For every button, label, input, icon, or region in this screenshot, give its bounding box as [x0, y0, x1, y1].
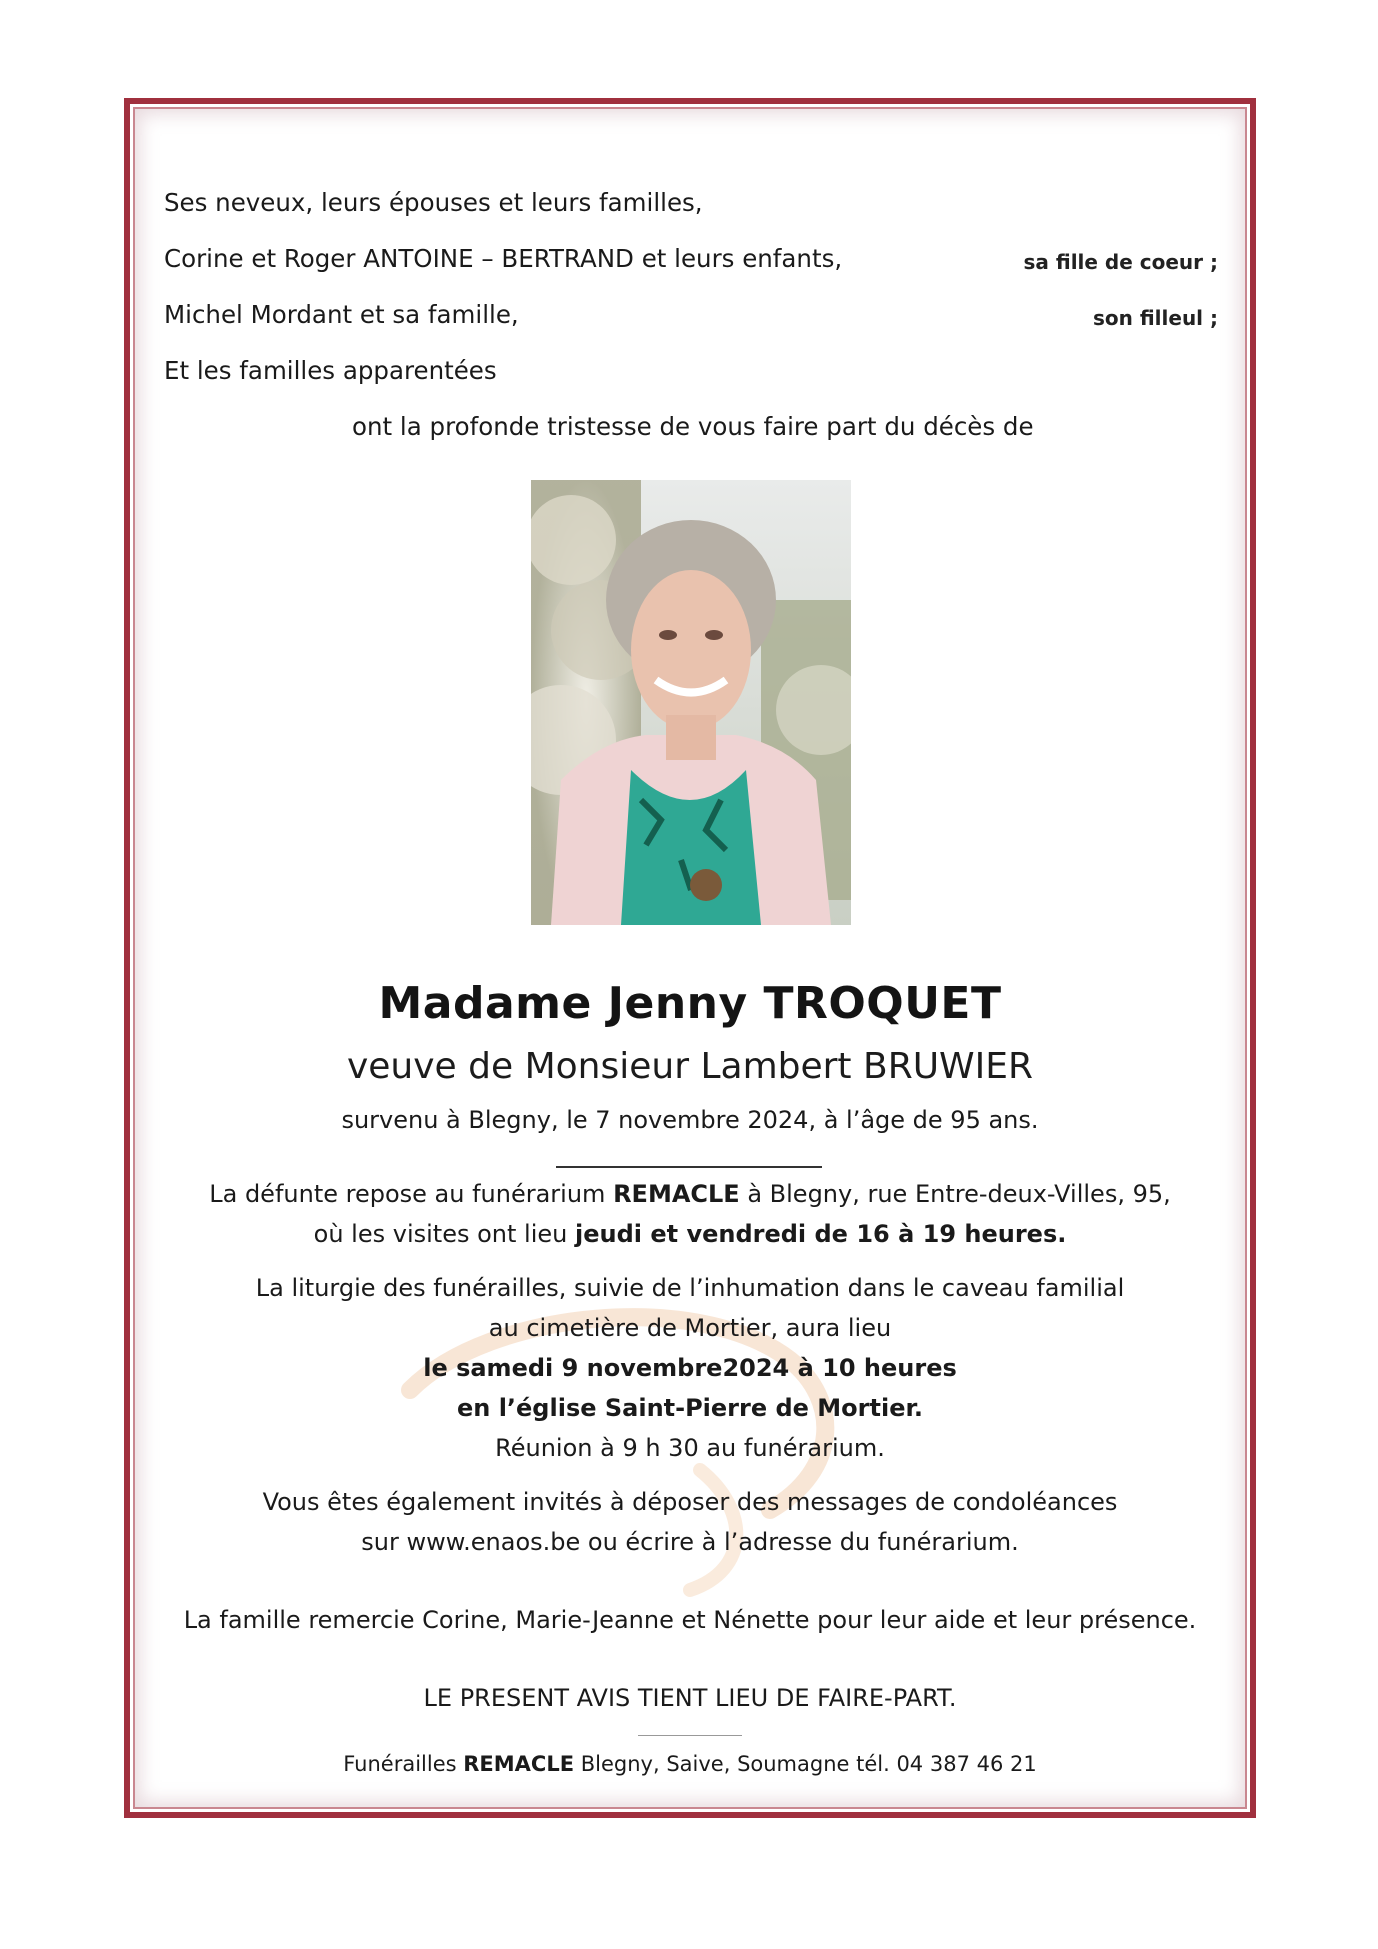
- intro-line-nephews: Ses neveux, leurs épouses et leurs familles,: [164, 188, 703, 217]
- deceased-name: Madame Jenny TROQUET: [378, 978, 1002, 1029]
- portrait-photo: [531, 480, 851, 925]
- intro-relation-filleul: son filleul ;: [1093, 306, 1218, 330]
- funeral-meeting: Réunion à 9 h 30 au funérarium.: [495, 1434, 885, 1462]
- death-details: survenu à Blegny, le 7 novembre 2024, à l’âge de 95 ans.: [341, 1106, 1039, 1134]
- funeral-home-name: REMACLE: [613, 1180, 740, 1208]
- footer-funeral-home: REMACLE: [463, 1752, 575, 1776]
- footer-rule: [638, 1735, 742, 1736]
- notice-line: LE PRESENT AVIS TIENT LIEU DE FAIRE-PART.: [423, 1684, 957, 1712]
- funeral-line-2: au cimetière de Mortier, aura lieu: [488, 1314, 892, 1342]
- intro-line-families: Et les familles apparentées: [164, 356, 497, 385]
- intro-relation-fille-de-coeur: sa fille de coeur ;: [1023, 250, 1218, 274]
- intro-line-announcement: ont la profonde tristesse de vous faire part du décès de: [352, 412, 1034, 441]
- intro-line-corine-roger: Corine et Roger ANTOINE – BERTRAND et leurs enfants,: [164, 244, 843, 273]
- funeral-date: le samedi 9 novembre2024 à 10 heures: [423, 1354, 957, 1382]
- condolences-line-1: Vous êtes également invités à déposer des messages de condoléances: [262, 1488, 1118, 1516]
- funeral-line-1: La liturgie des funérailles, suivie de l’inhumation dans le caveau familial: [255, 1274, 1125, 1302]
- spouse-line: veuve de Monsieur Lambert BRUWIER: [346, 1046, 1034, 1087]
- funeral-church: en l’église Saint-Pierre de Mortier.: [456, 1394, 924, 1422]
- separator-rule: [556, 1166, 822, 1168]
- condolences-line-2: sur www.enaos.be ou écrire à l’adresse du funérarium.: [361, 1528, 1019, 1556]
- visitation-line-1: La défunte repose au funérarium REMACLE à Blegny, rue Entre-deux-Villes, 95,: [209, 1180, 1171, 1208]
- intro-line-michel: Michel Mordant et sa famille,: [164, 300, 519, 329]
- footer-line: Funérailles REMACLE Blegny, Saive, Soumagne tél. 04 387 46 21: [343, 1752, 1037, 1776]
- thanks-line: La famille remercie Corine, Marie-Jeanne et Nénette pour leur aide et leur présence.: [183, 1606, 1197, 1634]
- visitation-line-2: où les visites ont lieu jeudi et vendredi de 16 à 19 heures.: [313, 1220, 1067, 1248]
- visitation-hours: jeudi et vendredi de 16 à 19 heures.: [574, 1220, 1067, 1248]
